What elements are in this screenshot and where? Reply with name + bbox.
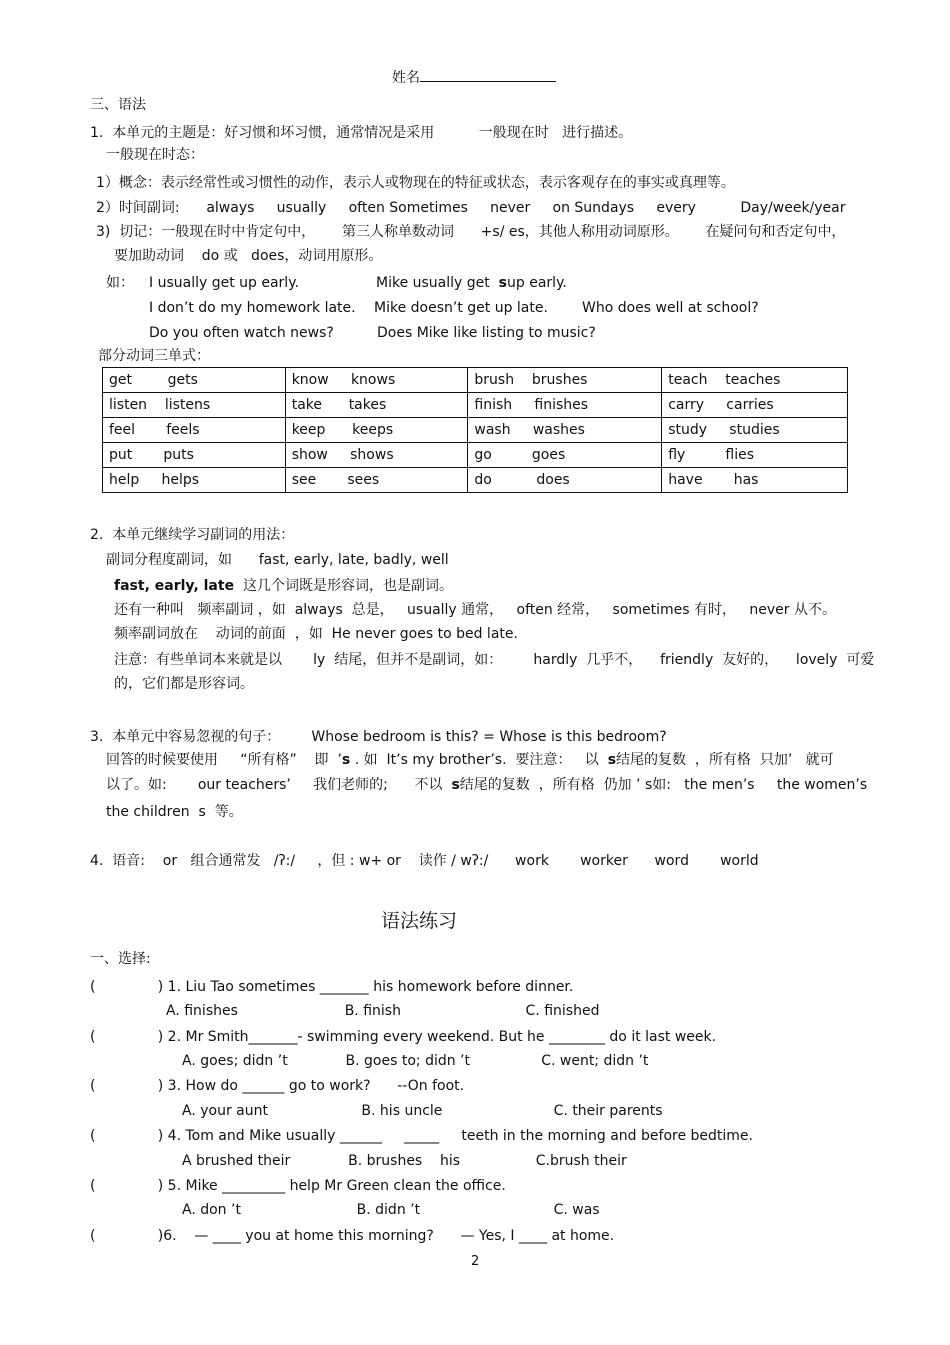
example-2a: I don’t do my homework late. <box>149 300 356 316</box>
section-2-b-rest: 这几个词既是形容词，也是副词。 <box>234 578 453 594</box>
question-2: ( ) 2. Mr Smith_______- swimming every weekend. But he ________ do it last week. <box>90 1029 717 1045</box>
remember-line-2: 要加助动词 do 或 does，动词用原形。 <box>114 248 383 264</box>
name-field <box>392 68 556 87</box>
table-cell: brush brushes <box>468 368 662 393</box>
section-3-b-s: s <box>451 777 460 793</box>
exercise-section: 一、选择: <box>90 951 151 967</box>
table-cell: show shows <box>285 443 468 468</box>
section-1-line: 1. 本单元的主题是：好习惯和坏习惯，通常情况是采用 一般现在时 进行描述。 <box>90 125 633 141</box>
concept-line: 1）概念：表示经常性或习惯性的动作，表示人或物现在的特征或状态，表示客观存在的事实或真理等。 <box>96 175 735 191</box>
example-1a: I usually get up early. <box>149 275 299 291</box>
table-row <box>103 468 848 493</box>
table-cell: wash washes <box>468 418 662 443</box>
question-3: ( ) 3. How do ______ go to work? --On foot. <box>90 1078 465 1094</box>
example-1b-post: up early. <box>507 275 567 291</box>
section-3-line: 3. 本单元中容易忽视的句子： Whose bedroom is this? = Whose is this bedroom? <box>90 729 667 745</box>
section-2-f: 的，它们都是形容词。 <box>114 676 254 692</box>
example-2c: Who does well at school? <box>582 300 759 316</box>
section-2-line: 2. 本单元继续学习副词的用法： <box>90 527 295 543</box>
table-cell: do does <box>468 468 662 493</box>
name-label: 姓名 <box>392 70 420 86</box>
example-1b-s: s <box>498 275 508 291</box>
example-3a: Do you often watch news? <box>149 325 334 341</box>
table-cell: get gets <box>103 368 286 393</box>
example-1b <box>376 274 567 292</box>
table-cell: help helps <box>103 468 286 493</box>
section-3-a-s: s <box>341 752 351 768</box>
example-2b: Mike doesn’t get up late. <box>374 300 548 316</box>
table-cell: put puts <box>103 443 286 468</box>
question-2-options: A. goes; didn ’t B. goes to; didn ’t C. went; didn ’t <box>182 1053 649 1069</box>
table-row <box>103 368 848 393</box>
section-1-sub: 一般现在时态： <box>106 147 204 163</box>
table-row <box>103 418 848 443</box>
section-2-b-bold: fast, early, late <box>114 578 235 594</box>
section-4-line: 4. 语音: or 组合通常发 /ʔ:/ ，但 : w+ or 读作 / wʔ:/ work worker word world <box>90 853 759 869</box>
question-4: ( ) 4. Tom and Mike usually ______ _____ teeth in the morning and before bedtime. <box>90 1128 753 1144</box>
question-5: ( ) 5. Mike _________ help Mr Green clean the office. <box>90 1178 506 1194</box>
table-cell: see sees <box>285 468 468 493</box>
table-cell: go goes <box>468 443 662 468</box>
table-cell: teach teaches <box>662 368 848 393</box>
section-2-c: 还有一种叫 频率副词 ，如 always 总是， usually 通常， often 经常， sometimes 有时， never 从不。 <box>114 602 836 618</box>
table-cell: keep keeps <box>285 418 468 443</box>
section-3-a-s2: s <box>607 752 617 768</box>
table-cell: have has <box>662 468 848 493</box>
table-cell: know knows <box>285 368 468 393</box>
exercise-title: 语法练习 <box>381 910 458 932</box>
question-1: ( ) 1. Liu Tao sometimes _______ his homework before dinner. <box>90 979 574 995</box>
remember-line-1: 3) 切记：一般现在时中肯定句中， 第三人称单数动词 +s/ es，其他人称用动词原形。 在疑问句和否定句中， <box>96 224 846 240</box>
question-4-options: A brushed their B. brushes his C.brush their <box>182 1153 627 1169</box>
table-cell: study studies <box>662 418 848 443</box>
section-3-a <box>106 751 834 769</box>
table-cell: feel feels <box>103 418 286 443</box>
page-number: 2 <box>471 1254 480 1269</box>
section-3-a-pre: 回答的时候要使用 “所有格” 即 ’ <box>106 752 342 768</box>
section-3-b-post: 结尾的复数 ，所有格 仍加 ’ s如: the men’s the women’s <box>459 777 868 793</box>
question-1-options: A. finishes B. finish C. finished <box>166 1003 600 1019</box>
section-3-b-pre: 以了。如: our teachers’ 我们老师的; 不以 <box>106 777 452 793</box>
question-5-options: A. don ’t B. didn ’t C. was <box>182 1202 600 1218</box>
question-6: ( )6. — ____ you at home this morning? — Yes, I ____ at home. <box>90 1228 615 1244</box>
table-row <box>103 443 848 468</box>
table-row <box>103 393 848 418</box>
section-2-e: 注意：有些单词本来就是以 ly 结尾，但并不是副词，如： hardly 几乎不， friendly 友好的， lovely 可爱 <box>114 652 875 668</box>
section-2-b <box>114 577 453 595</box>
table-cell: listen listens <box>103 393 286 418</box>
verb-table-caption: 部分动词三单式： <box>98 348 210 364</box>
example-label: 如： <box>106 275 134 291</box>
section-2-a: 副词分程度副词，如 fast, early, late, badly, well <box>106 552 449 568</box>
name-blank <box>420 68 556 82</box>
verb-table <box>102 367 848 493</box>
section-3-c: the children s 等。 <box>106 804 243 820</box>
section-2-d: 频率副词放在 动词的前面 ，如 He never goes to bed late. <box>114 626 518 642</box>
question-3-options: A. your aunt B. his uncle C. their parents <box>182 1103 663 1119</box>
grammar-heading: 三、语法 <box>90 97 146 113</box>
table-cell: finish finishes <box>468 393 662 418</box>
section-3-a-mid: . 如 It’s my brother’s. 要注意： 以 <box>350 752 608 768</box>
section-3-a-post: 结尾的复数 ，所有格 只加’ 就可 <box>616 752 834 768</box>
table-cell: carry carries <box>662 393 848 418</box>
time-adverbs-line: 2）时间副词: always usually often Sometimes never on Sundays every Day/week/year <box>96 200 846 216</box>
table-cell: fly flies <box>662 443 848 468</box>
example-3b: Does Mike like listing to music? <box>377 325 596 341</box>
section-3-b <box>106 776 867 794</box>
example-1b-pre: Mike usually get <box>376 275 499 291</box>
table-cell: take takes <box>285 393 468 418</box>
